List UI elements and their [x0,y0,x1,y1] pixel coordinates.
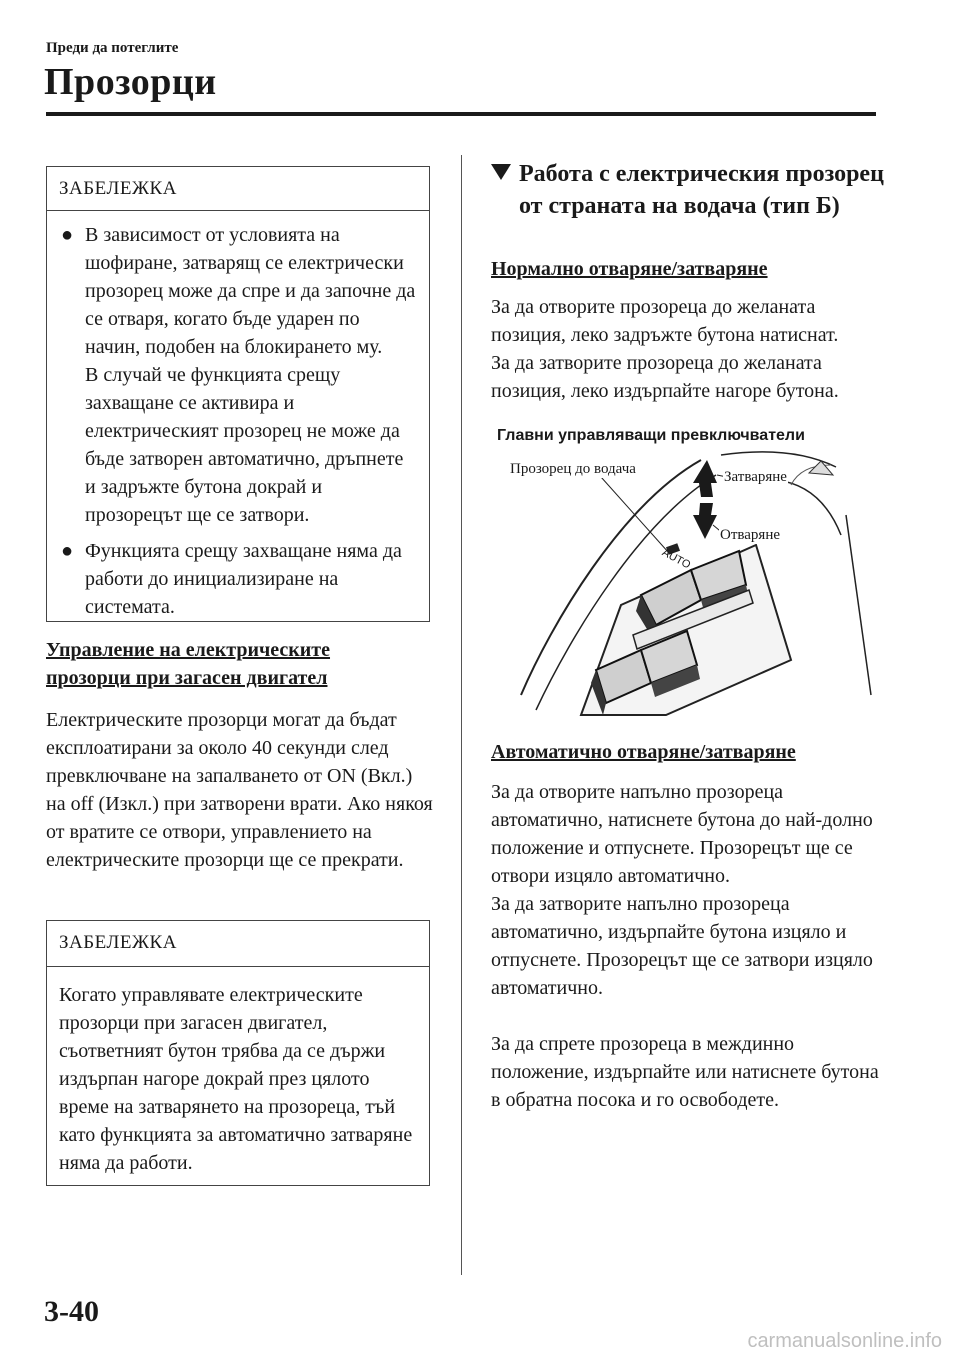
watermark: carmanualsonline.info [747,1330,942,1352]
note-bullet-text: Функцията срещу захващане няма да работи до инициализиране на системата. [85,540,402,618]
section-title [491,158,891,222]
auto-heading: Автоматично отваряне/затваряне [491,741,796,763]
figure-auto-text: AUTO [659,546,693,572]
figure-label-open: Отваряне [720,527,781,543]
note-body [47,211,429,633]
auto-text-2: За да спрете прозореца в междинно положение, издърпайте или натиснете бутона в обратна посока и го освободете. [491,1033,879,1111]
engine-off-heading: Управление на електрическите прозорци при загасен двигател [46,639,331,689]
figure-label-driver-window: Прозорец до водача [510,461,636,477]
triangle-down-icon [491,164,511,180]
auto-section [491,738,891,1114]
note-bullet [59,537,417,621]
note-text: Когато управлявате електрическите прозорци при загасен двигател, съответният бутон трябва да се държи издърпан нагоре докрай през цялото време на затварянето на прозореца, тъй като функцията за автоматично затваряне няма да работи. [59,984,413,1174]
bullet-dot-icon: ● [61,540,74,562]
page-number: 3-40 [44,1295,99,1328]
auto-text-1: За да отворите напълно прозореца автоматично, натиснете бутона до най-долно положение и отпуснете. Прозорецът ще се отвори изцяло автоматично. За да затворите напълно прозореца автоматично, издърпайте бутона изцяло и отпуснете. Прозорецът ще се затвори изцяло автоматично. [491,781,873,999]
figure-label-close: Затваряне [724,469,787,485]
page-title: Прозорци [44,61,217,103]
engine-off-text: Електрическите прозорци могат да бъдат експлоатирани за около 40 секунди след превключване на запалването от ON (Вкл.) на off (Изкл.) при затворени врати. Ако някоя от вратите се отвори, управлението на електрическите прозорци ще се прекрати. [46,709,433,871]
section-title-text: Работа с електрическия прозорец от страната на водача (тип Б) [519,161,884,219]
note-body [47,967,429,1189]
note-bullet [59,221,417,529]
normal-text: За да отворите прозореца до желаната позиция, леко задръжте бутона натиснат. За да затворите прозореца до желаната позиция, леко издърпайте нагоре бутона. [491,296,839,402]
column-divider [461,155,462,1275]
note-box-2 [46,920,430,1186]
note-bullet-text: В зависимост от условията на шофиране, затварящ се електрически прозорец може да спре и да започне да се отваря, когато бъде ударен по начин, подобен на блокирането му. В случай че функцията срещу захващане се активира и електрическият прозорец не може да бъде затворен автоматично, дръпнете и задръжте бутона докрай и прозорецът ще се затвори. [85,224,416,526]
normal-heading: Нормално отваряне/затваряне [491,258,768,280]
note-heading: ЗАБЕЛЕЖКА [47,167,429,211]
note-box-1 [46,166,430,622]
figure-caption: Главни управляващи превключватели [497,427,805,444]
note-heading: ЗАБЕЛЕЖКА [47,921,429,967]
switch-figure [491,425,891,725]
normal-section [491,255,891,405]
breadcrumb: Преди да потеглите [46,40,179,56]
engine-off-section [46,636,436,874]
bullet-dot-icon: ● [61,224,74,246]
title-rule [46,112,876,116]
